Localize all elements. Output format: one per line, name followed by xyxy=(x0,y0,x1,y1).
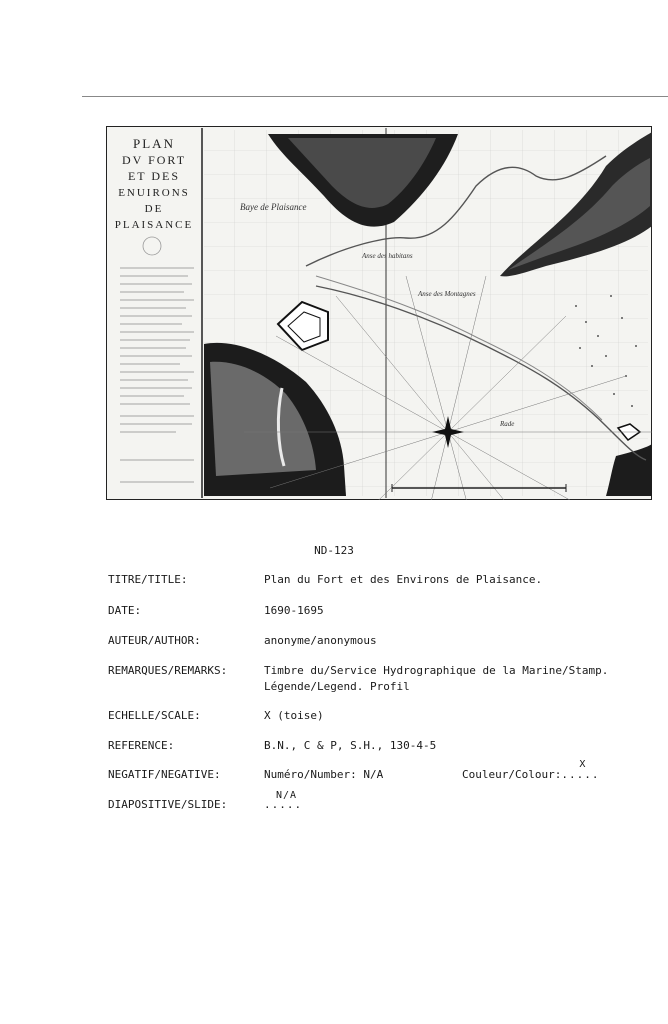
field-value: Timbre du/Service Hydrographique de la Marine/Stamp. xyxy=(264,664,609,677)
map-title-line: DE xyxy=(144,203,164,215)
map-title-line: PLAN xyxy=(133,136,175,151)
field-label: ECHELLE/SCALE: xyxy=(108,709,201,722)
map-title-line: ET DES xyxy=(127,169,181,183)
colour-dots xyxy=(561,759,600,781)
field-value: X (toise) xyxy=(264,709,324,722)
slide-mark: N/A xyxy=(276,790,298,801)
field-label: DATE: xyxy=(108,604,142,617)
map-title-line: ENUIRONS xyxy=(118,187,190,199)
field-value: Numéro/Number: N/A xyxy=(264,768,384,781)
colour-dots-text: ..... xyxy=(561,768,600,781)
colour-mark: X xyxy=(579,759,587,770)
map-label-bay: Baye de Plaisance xyxy=(240,202,307,212)
slide-dots: ..... xyxy=(264,798,303,811)
field-label: TITRE/TITLE: xyxy=(108,573,188,586)
field-label: REFERENCE: xyxy=(108,739,175,752)
field-label: DIAPOSITIVE/SLIDE: xyxy=(108,798,228,811)
map-label-montagnes: Anse des Montagnes xyxy=(418,290,476,298)
colour-group xyxy=(462,759,600,782)
record-id: ND-123 xyxy=(314,544,354,557)
field-value: anonyme/anonymous xyxy=(264,634,377,647)
map-label-habitants: Anse des habitans xyxy=(362,252,413,260)
field-value: Plan du Fort et des Environs de Plaisance. xyxy=(264,573,543,586)
historical-map-image xyxy=(106,126,652,500)
field-label: REMARQUES/REMARKS: xyxy=(108,664,228,677)
map-title-line: DV FORT xyxy=(121,153,187,167)
slide-value xyxy=(264,790,664,812)
page-top-rule xyxy=(82,96,668,97)
field-value: 1690-1695 xyxy=(264,604,324,617)
field-label: AUTEUR/AUTHOR: xyxy=(108,634,201,647)
map-title-line: PLAISANCE xyxy=(114,219,194,231)
map-label-rade: Rade xyxy=(500,420,515,428)
field-value-line2: Légende/Legend. Profil xyxy=(264,680,410,693)
field-label: NEGATIF/NEGATIVE: xyxy=(108,768,221,781)
colour-label: Couleur/Colour: xyxy=(462,768,562,781)
field-value: B.N., C & P, S.H., 130-4-5 xyxy=(264,739,437,752)
